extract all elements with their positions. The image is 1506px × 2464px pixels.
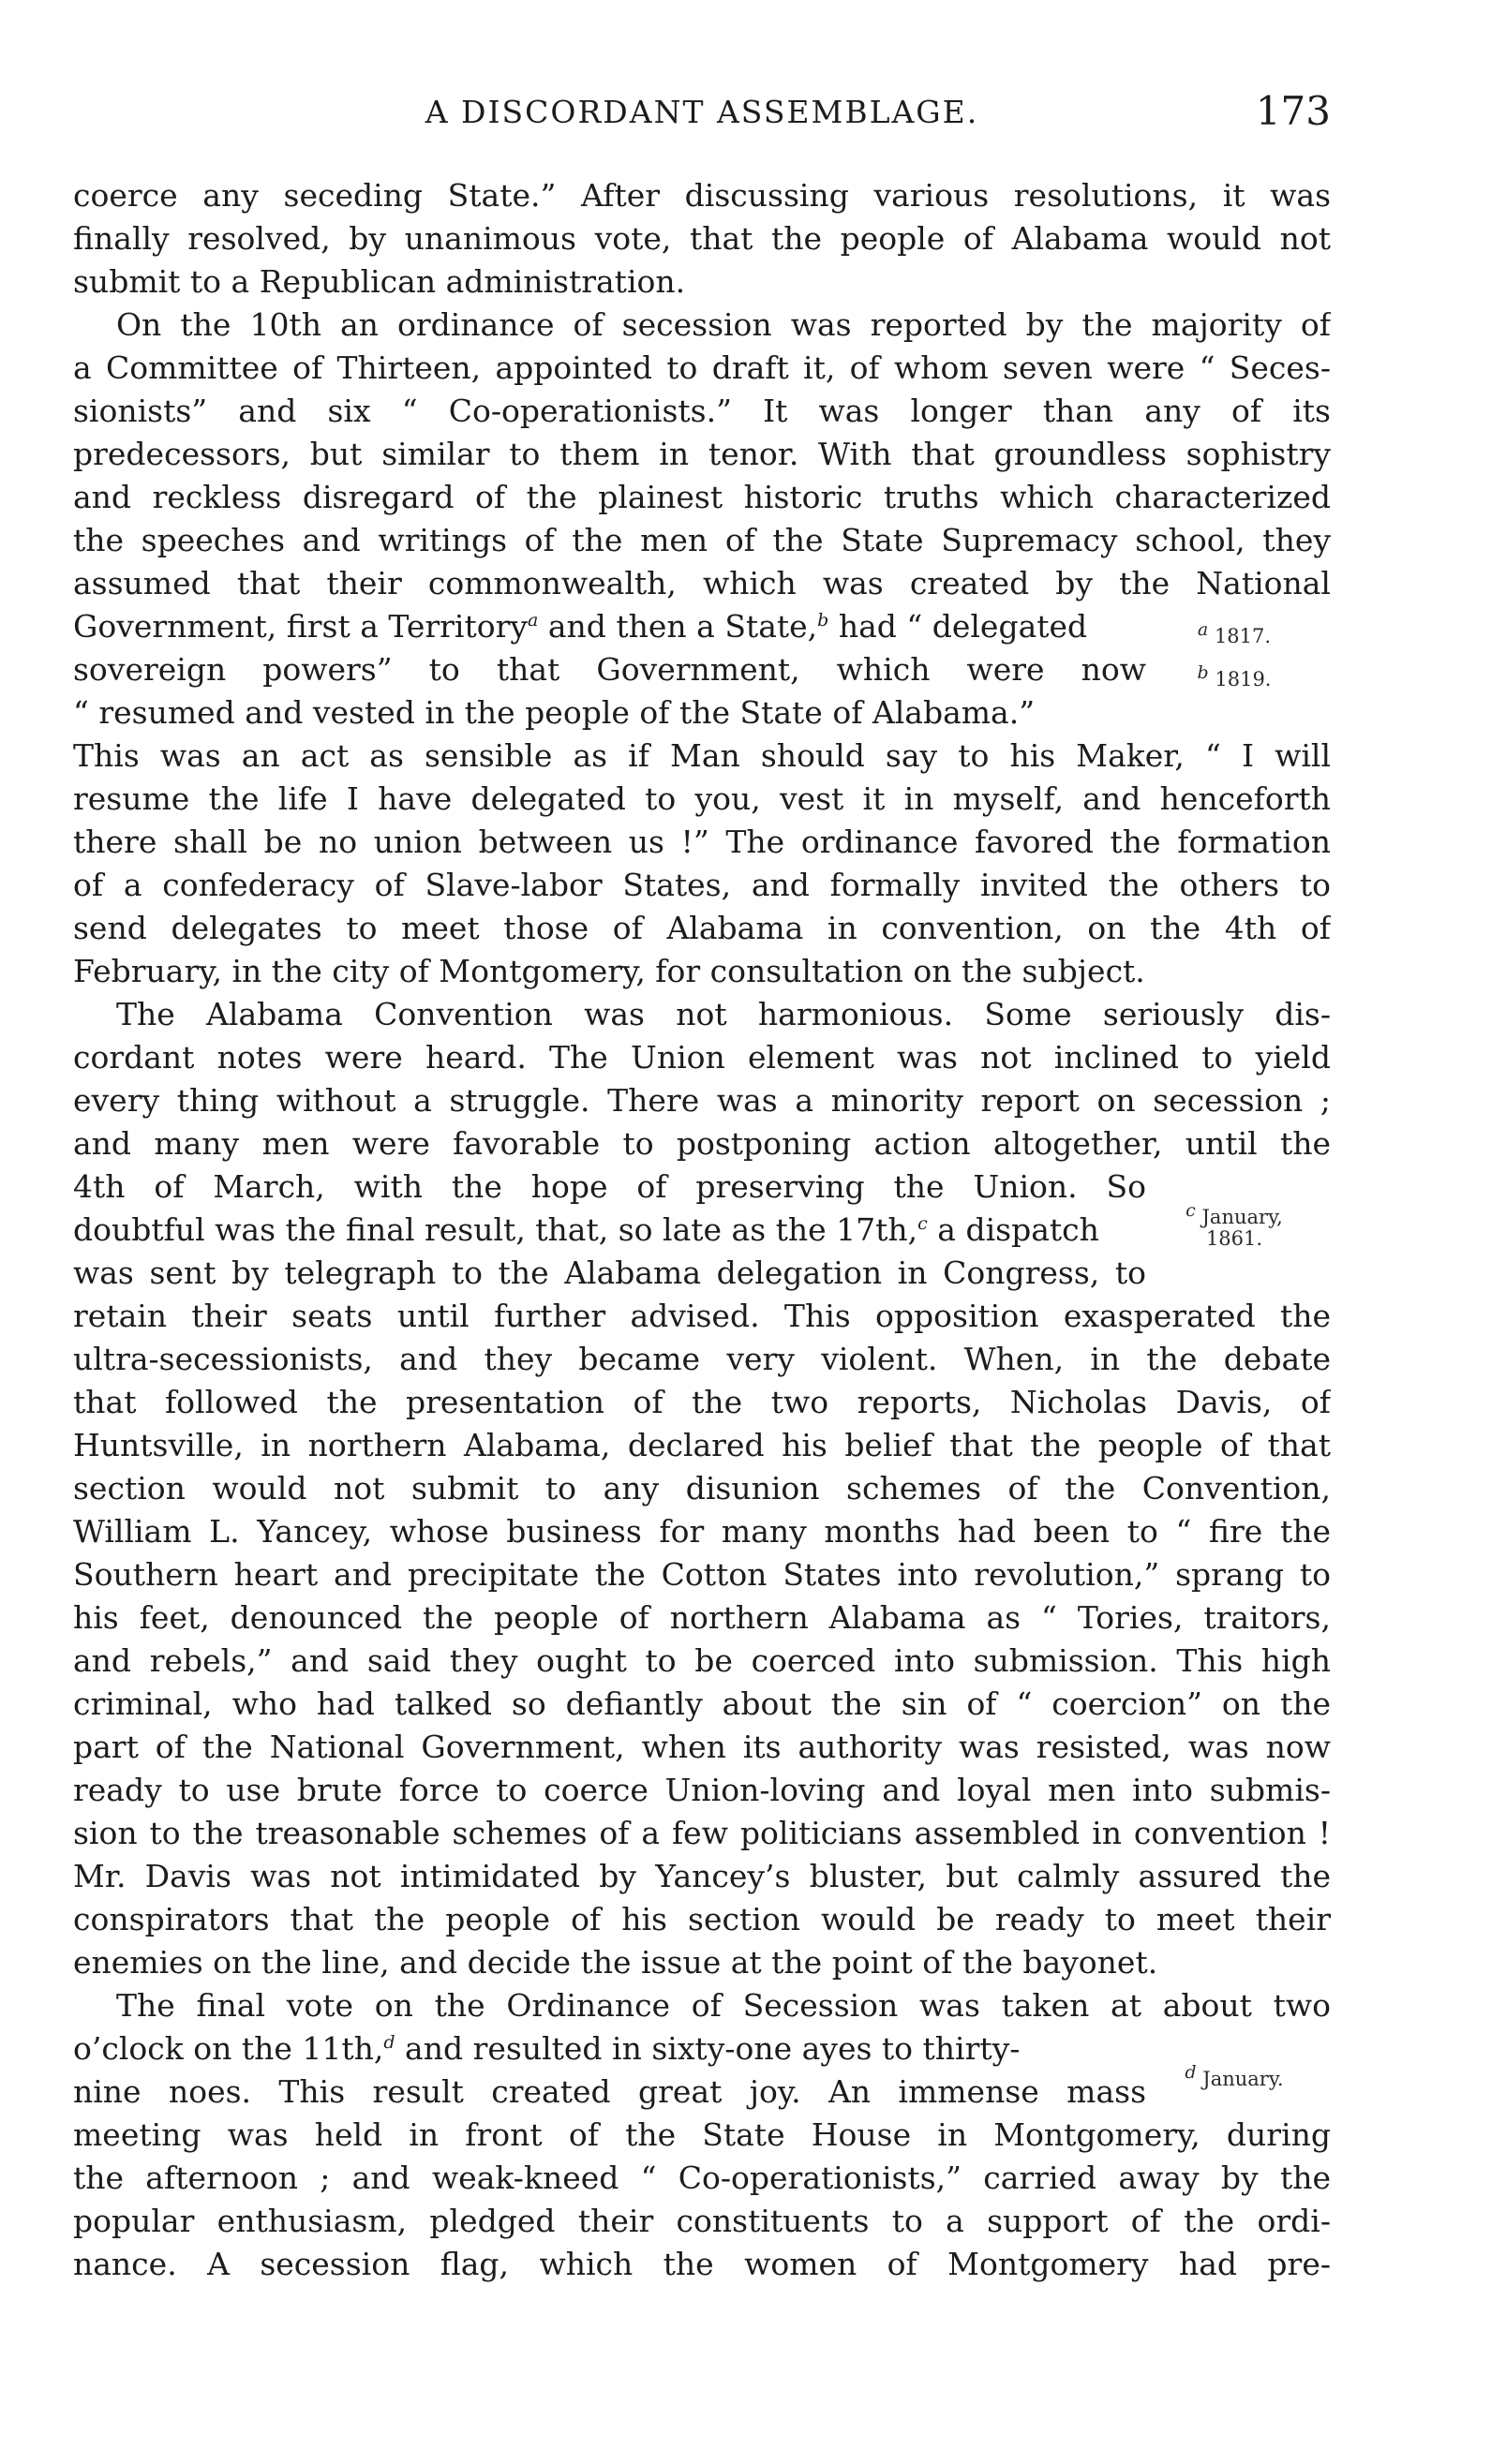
text-line: ultra-secessionists, and they became very violent. When, in the debate [73,1341,1331,1377]
text-line: the afternoon ; and weak-kneed “ Co-operationists,” carried away by the [73,2160,1331,2196]
text-line: 4th of March, with the hope of preserving the Union. So [73,1168,1146,1205]
page-number: 173 [1255,88,1331,134]
text-line: coerce any seceding State.” After discussing various resolutions, it was [73,177,1331,214]
text-line: meeting was held in front of the State House in Montgomery, during [73,2116,1331,2153]
text-line: the speeches and writings of the men of the State Supremacy school, they [73,522,1331,558]
text-line: part of the National Government, when its authority was resisted, was now [73,1729,1331,1765]
text-line: a Committee of Thirteen, appointed to draft it, of whom seven were “ Seces- [73,349,1331,386]
text-fragment: and then a State, [538,608,818,645]
footnote-mark: c [917,1213,928,1234]
text-line: that followed the presentation of the two reports, Nicholas Davis, of [73,1384,1331,1420]
text-line: cordant notes were heard. The Union element was not inclined to yield [73,1039,1331,1076]
marginal-note-text: 1819. [1215,668,1272,690]
text-fragment: had “ delegated [828,608,1088,645]
text-fragment: o’clock on the 11th, [73,2030,384,2067]
text-line: was sent by telegraph to the Alabama delegation in Congress, to [73,1254,1146,1291]
text-line: This was an act as sensible as if Man should say to his Maker, “ I will [73,737,1331,774]
text-line: resume the life I have delegated to you, vest it in myself, and henceforth [73,780,1331,817]
text-line: section would not submit to any disunion schemes of the Convention, [73,1470,1331,1507]
marginal-note-text: 1817. [1214,625,1272,647]
text-line: predecessors, but similar to them in tenor. With that groundless sophistry [73,436,1331,472]
text-line: Mr. Davis was not intimidated by Yancey’s bluster, but calmly assured the [73,1858,1331,1894]
text-line: The Alabama Convention was not harmonious. Some seriously dis- [116,996,1331,1032]
text-line [73,1209,1146,1252]
text-line: Southern heart and precipitate the Cotton States into revolution,” sprang to [73,1556,1331,1593]
text-line: and reckless disregard of the plainest historic truths which characterized [73,479,1331,515]
text-line: sion to the treasonable schemes of a few politicians assembled in convention ! [73,1815,1331,1851]
text-line: nance. A secession flag, which the women of Montgomery had pre- [73,2246,1331,2282]
body-text [73,174,1331,2286]
marginal-note-text: January, [1201,1206,1283,1228]
text-line: February, in the city of Montgomery, for consultation on the subject. [73,953,1145,989]
footnote-mark: a [1197,619,1209,640]
marginal-note [1183,619,1286,647]
text-line: every thing without a struggle. There was a minority report on secession ; [73,1082,1331,1119]
text-line: retain their seats until further advised. This opposition exasperated the [73,1298,1331,1334]
footnote-mark: c [1185,1200,1196,1221]
marginal-note-text: 1861. [1205,1227,1263,1250]
running-title: A DISCORDANT ASSEMBLAGE. [425,94,979,130]
text-line [73,2027,1146,2071]
text-line: enemies on the line, and decide the issue at the point of the bayonet. [73,1944,1158,1981]
text-line: “ resumed and vested in the people of the State of Alabama.” [73,694,1036,731]
footnote-mark: b [1197,662,1209,683]
text-line: his feet, denounced the people of northern Alabama as “ Tories, traitors, [73,1599,1331,1636]
footnote-mark: d [1185,2062,1197,2083]
text-line: assumed that their commonwealth, which was created by the National [73,565,1331,601]
text-fragment: and resulted in sixty-one ayes to thirty- [395,2030,1021,2067]
text-line: The final vote on the Ordinance of Secession was taken at about two [116,1987,1331,2024]
text-line: criminal, who had talked so defiantly about the sin of “ coercion” on the [73,1685,1331,1722]
marginal-note [1183,1200,1286,1250]
text-line: sovereign powers” to that Government, which were now [73,651,1146,688]
text-line: there shall be no union between us !” The ordinance favored the formation [73,824,1331,860]
footnote-mark: b [817,610,829,631]
text-line: and rebels,” and said they ought to be coerced into submission. This high [73,1642,1331,1679]
text-line: Huntsville, in northern Alabama, declared his belief that the people of that [73,1427,1331,1463]
marginal-note [1183,662,1286,690]
page-header [73,88,1331,141]
text-line: send delegates to meet those of Alabama in convention, on the 4th of [73,910,1331,946]
text-line: On the 10th an ordinance of secession was reported by the majority of [116,306,1331,343]
text-fragment: Government, first a Territory [73,608,529,645]
footnote-mark: d [383,2032,395,2053]
text-line: finally resolved, by unanimous vote, that the people of Alabama would not [73,220,1331,257]
marginal-note-text: January. [1202,2068,1284,2090]
marginal-note [1183,2062,1286,2090]
text-line: and many men were favorable to postponing action altogether, until the [73,1125,1331,1162]
text-fragment: a dispatch [927,1211,1099,1248]
text-line: of a confederacy of Slave-labor States, and formally invited the others to [73,867,1331,903]
text-line: nine noes. This result created great joy. An immense mass [73,2073,1146,2110]
text-fragment: doubtful was the final result, that, so late as the 17th, [73,1211,918,1248]
text-line: sionists” and six “ Co-operationists.” It was longer than any of its [73,393,1331,429]
text-line: William L. Yancey, whose business for many months had been to “ fire the [73,1513,1331,1550]
text-line: submit to a Republican administration. [73,263,686,300]
text-line: ready to use brute force to coerce Union-loving and loyal men into submis- [73,1772,1331,1808]
text-line: conspirators that the people of his section would be ready to meet their [73,1901,1331,1937]
footnote-mark: a [528,610,539,631]
text-line: popular enthusiasm, pledged their constituents to a support of the ordi- [73,2203,1331,2239]
text-line [73,605,1146,648]
